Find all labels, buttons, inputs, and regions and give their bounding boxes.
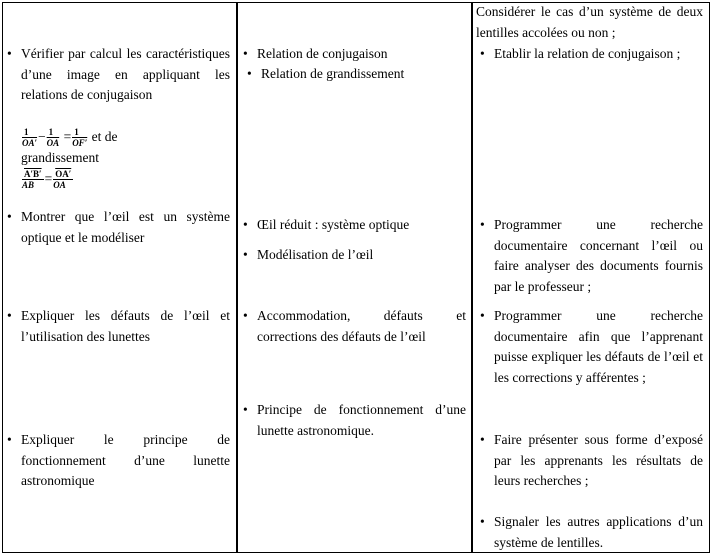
objective-item: • Vérifier par calcul les caractéristiques d’une image en appliquant les relations de conjugaison (21, 44, 230, 106)
numerator: 1 (22, 127, 37, 138)
column-divider (471, 2, 473, 553)
formula-text: grandissement (21, 150, 99, 166)
objective-item: • Expliquer le principe de fonctionnement d’une lunette astronomique (21, 430, 230, 492)
content-item: • Principe de fonctionnement d’une lunette astronomique. (257, 400, 466, 441)
fraction (72, 127, 87, 148)
activity-item: • Signaler les autres applications d’un système de lentilles. (494, 512, 703, 553)
content-item: • Modélisation de l’œil (257, 245, 466, 266)
denominator: OA′ (22, 138, 38, 149)
numerator: 1 (47, 127, 60, 138)
fraction (47, 127, 60, 148)
formula-text: et de (91, 129, 118, 144)
denominator: AB (22, 180, 35, 191)
denominator: OA (53, 180, 66, 191)
denominator: OA (46, 138, 60, 149)
objective-item: • Expliquer les défauts de l’œil et l’utilisation des lunettes (21, 306, 230, 347)
content-item: • Accommodation, défauts et corrections des défauts de l’œil (257, 306, 466, 347)
fraction (53, 169, 73, 190)
fraction (22, 169, 44, 190)
activity-intro: Considérer le cas d’un système de deux lentilles accolées ou non ; (476, 4, 703, 40)
minus-sign: − (38, 129, 46, 144)
activity-item: • Etablir la relation de conjugaison ; (494, 44, 703, 65)
numerator: 1 (72, 127, 87, 138)
content-item: • Relation de grandissement (261, 64, 466, 85)
activity-item: • Faire présenter sous forme d’exposé par les apprenants les résultats de leurs recherches ; (494, 430, 703, 492)
fraction (22, 127, 37, 148)
formula-block (21, 127, 230, 190)
equals-sign: = (44, 170, 53, 186)
content-item: • Œil réduit : système optique (257, 215, 466, 236)
denominator: OF′ (72, 138, 88, 149)
equals-sign: = (63, 129, 72, 144)
numerator: A′B′ (24, 169, 42, 180)
column-divider (236, 2, 238, 553)
content-item: • Relation de conjugaison (257, 44, 466, 65)
activity-item: • Programmer une recherche documentaire concernant l’œil ou faire analyser des documents fournis par le professeur ; (494, 215, 703, 297)
numerator: OA′ (55, 169, 72, 180)
activity-item: • Programmer une recherche documentaire afin que l’apprenant puisse expliquer les défauts de l’œil et les corrections y afférentes ; (494, 306, 703, 388)
objective-item: • Montrer que l’œil est un système optique et le modéliser (21, 207, 230, 248)
